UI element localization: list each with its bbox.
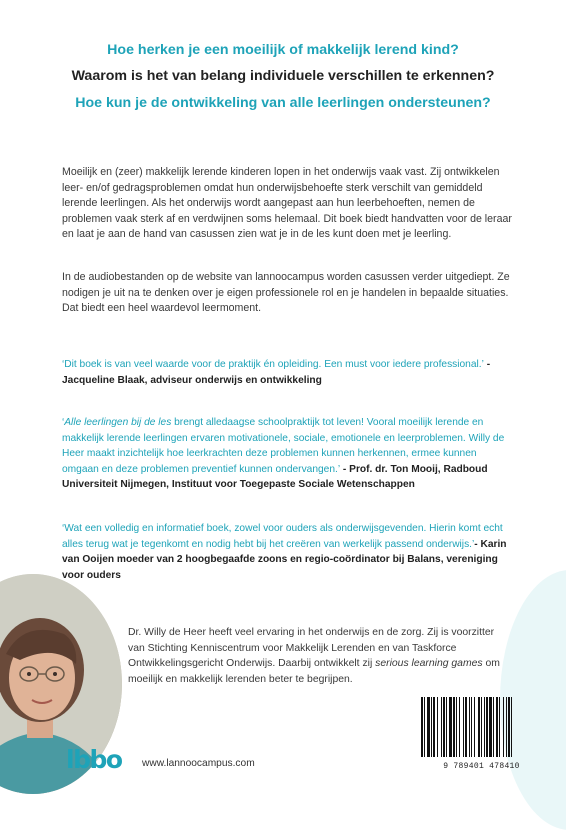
- isbn-barcode: [420, 697, 543, 757]
- question-1: Hoe herken je een moeilijk of makkelijk lerend kind?: [107, 42, 459, 58]
- quote-author: - Jacqueline Blaak, adviseur onderwijs en ontwikkeling: [62, 359, 491, 386]
- quote-author: - Prof. dr. Ton Mooij, Radboud Universiteit Nijmegen, Instituut voor Toegepaste Sociale Wetenschappen: [62, 463, 488, 490]
- bio-text-end: om moeilijk en makkelijk lerenden beter te begrijpen.: [128, 658, 500, 685]
- publisher-logo: lbbo: [66, 745, 122, 774]
- quote-blaak: [62, 357, 514, 388]
- quote-author: - Karin van Ooijen moeder van 2 hoogbegaafde zoons en regio-coördinator bij Balans, vereniging voor ouders: [62, 538, 507, 581]
- quote-text: ‘Dit boek is van veel waarde voor de praktijk én opleiding. Een must voor iedere professional.’: [62, 359, 484, 370]
- quote-mooij: ‘Alle leerlingen bij de les brengt alledaagse schoolpraktijk tot leven! Vooral moeilijk lerende en makkelijk lerende leerlingen ervaren motivationele, sociale, emotionele en leerproblemen. Willy de Heer maakt inzichtelijk hoe leerkrachten deze problemen kunnen herkennen, ermee kunnen omgaan en deze problemen preventief kunnen ondervangen.’ - Prof. dr. Ton Mooij, Radboud Universiteit Nijmegen, Instituut voor Toegepaste Sociale Wetenschappen: [62, 417, 505, 490]
- question-2: Waarom is het van belang individuele verschillen te erkennen?: [71, 68, 495, 84]
- website-url[interactable]: www.lannoocampus.com: [142, 758, 255, 769]
- audio-paragraph: In de audiobestanden op de website van lannoocampus worden casussen verder uitgediept. Ze nodigen je uit na te denken over je eigen professionele rol en je handelen in bepaalde situaties. Dat biedt een heel waardevol leermoment.: [62, 271, 510, 314]
- quote-text: ‘Wat een volledig en informatief boek, zowel voor ouders als onderwijsgevenden. Hierin komt echt alles terug wat je tegenkomt en nodig hebt bij het creëren van werkelijk passend onderwijs.’: [62, 523, 503, 550]
- quote-van-ooijen: [62, 521, 514, 583]
- quote-text: brengt alledaagse schoolpraktijk tot leven! Vooral moeilijk lerende en makkelijk lerende leerlingen ervaren motivationele, sociale, emotionele en leerproblemen. Willy de Heer maakt inzichtelijk hoe leerkrachten deze problemen kunnen herkennen, ermee kunnen omgaan en deze problemen preventief kunnen ondervangen.’: [62, 417, 505, 475]
- isbn-number: 9 789401 478410: [443, 762, 520, 771]
- bio-italic: serious learning games: [375, 658, 483, 669]
- question-3: Hoe kun je de ontwikkeling van alle leerlingen ondersteunen?: [75, 95, 491, 111]
- author-bio: [128, 625, 512, 687]
- quote-book-title: Alle leerlingen bij de les: [64, 417, 172, 428]
- bio-text: Dr. Willy de Heer heeft veel ervaring in het onderwijs en de zorg. Zij is voorzitter van Stichting Kenniscentrum voor Makkelijk Lerenden en van Taskforce Ontwikkelingsgericht Onderwijs. Daarbij ontwikkelt zij: [128, 627, 495, 669]
- intro-paragraph: Moeilijk en (zeer) makkelijk lerende kinderen lopen in het onderwijs vaak vast. Zij ontwikkelen leer- en/of gedragsproblemen omdat hun onderwijsbehoefte sterk verschilt van gemiddeld lerende leerlingen. Als het onderwijs wordt aangepast aan hun leerbehoeften, nemen de problemen vaak sterk af en verdwijnen soms helemaal. Dit boek biedt handvatten voor de leraar en laat je aan de hand van casussen zien wat je in de les kunt doen met je leerling.: [62, 166, 512, 240]
